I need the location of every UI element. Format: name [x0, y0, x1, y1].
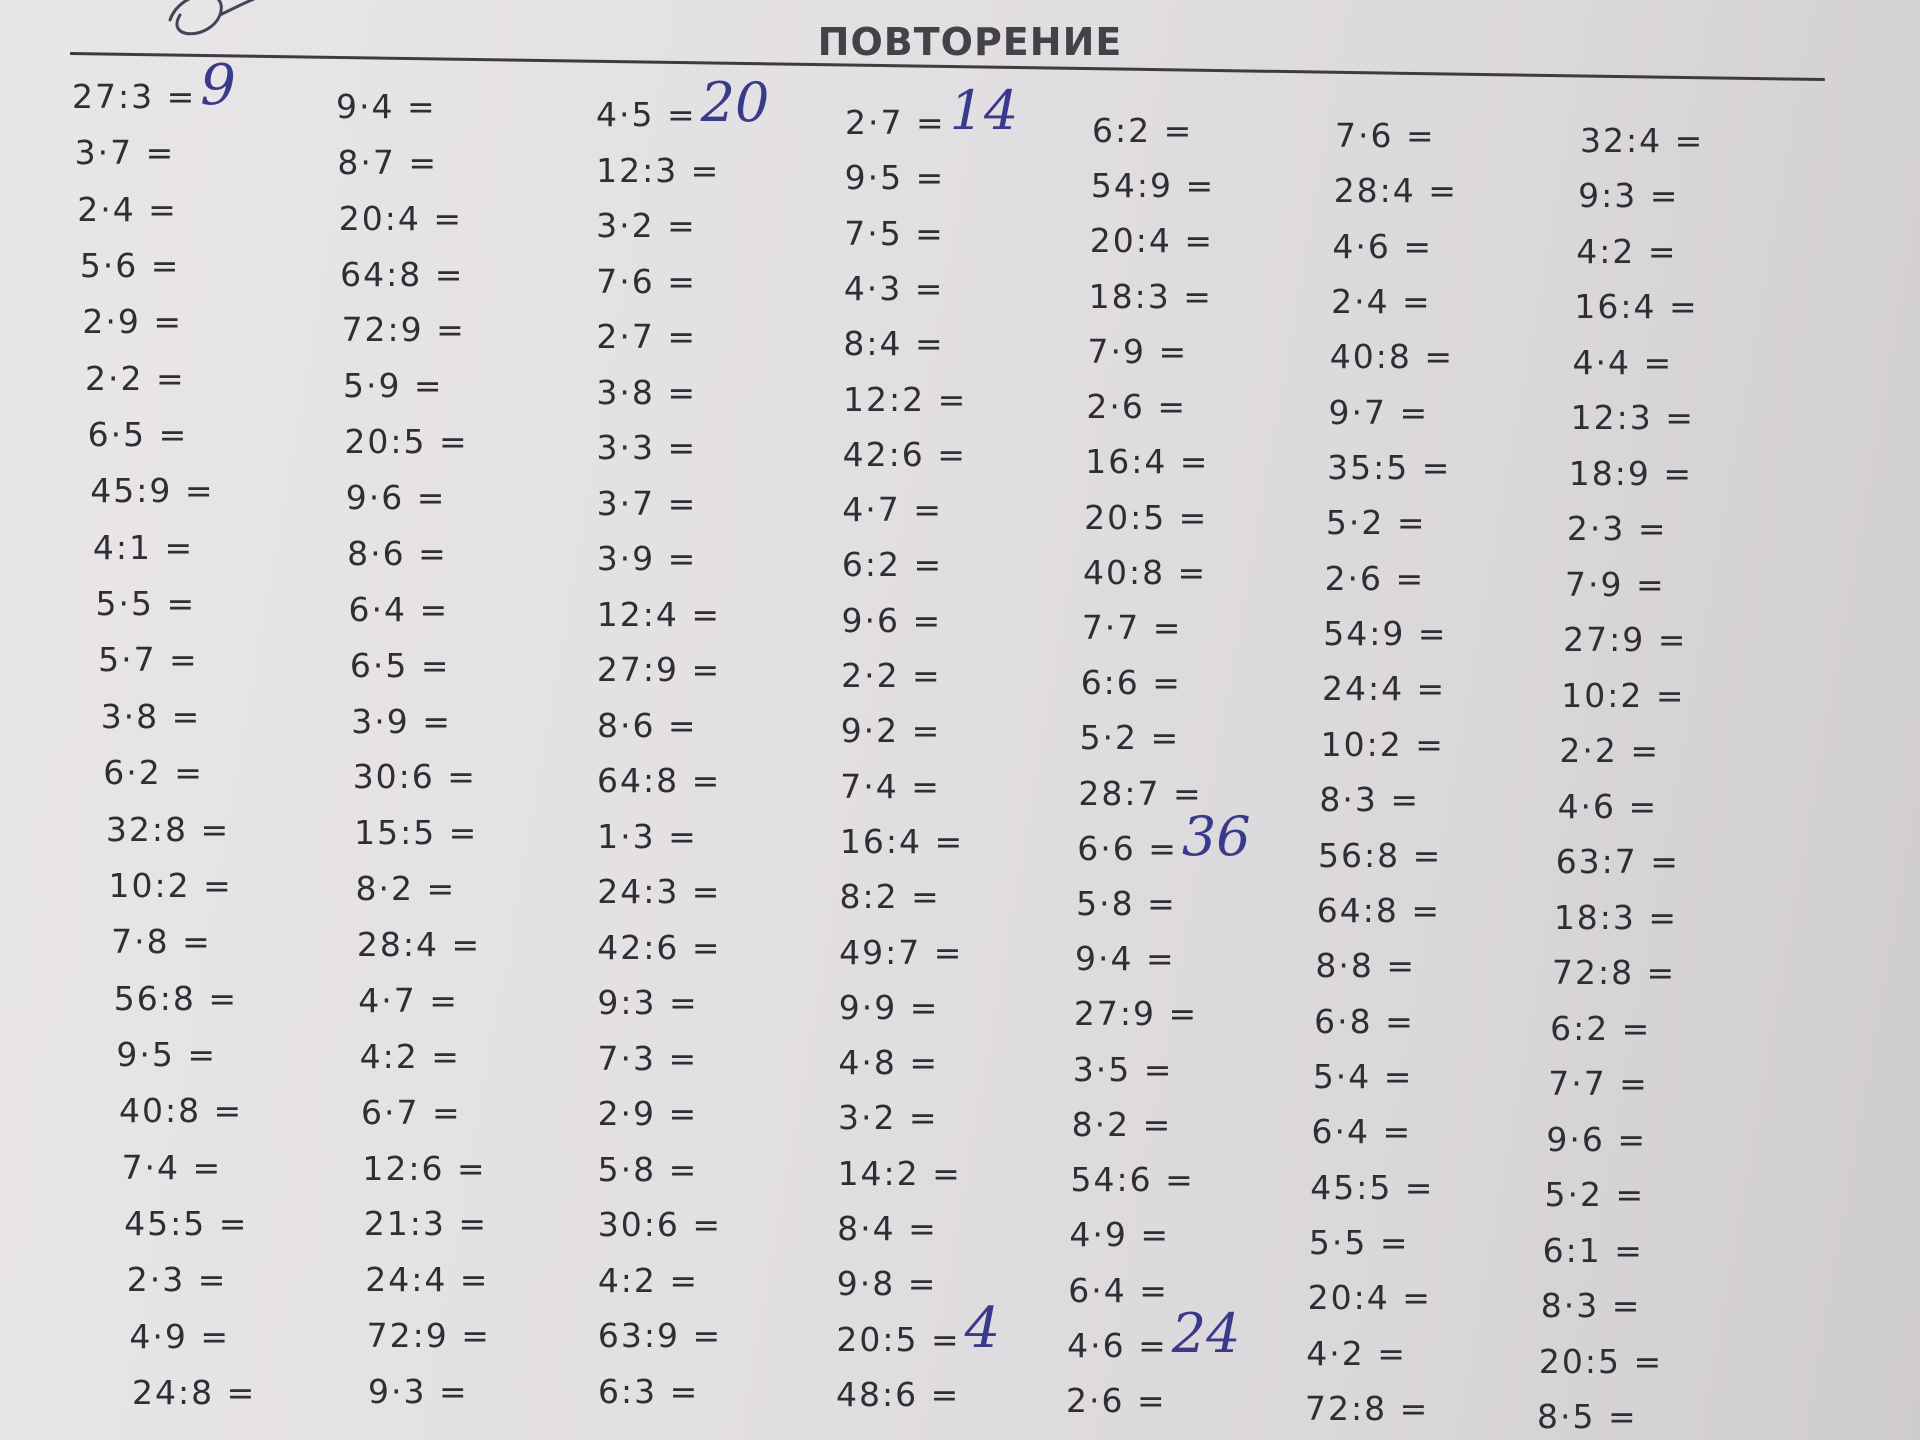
exercise-item: 2·6 = — [1324, 558, 1426, 598]
handwritten-answer: 14 — [949, 79, 1019, 142]
exercise-item: 49:7 = — [839, 932, 964, 972]
exercise-item: 5·5 = — [1308, 1222, 1410, 1262]
exercise-item: 7·5 = — [844, 213, 945, 253]
exercise-item: 56:8 = — [1318, 835, 1443, 875]
exercise-item: 4·3 = — [843, 268, 945, 308]
exercise-item: 6:2 = — [1550, 1008, 1652, 1048]
exercise-item: 10:2 = — [1320, 724, 1445, 764]
exercise-item: 54:6 = — [1070, 1160, 1195, 1200]
exercise-item: 28:4 = — [356, 925, 482, 965]
exercise-item: 3·8 = — [100, 696, 202, 736]
exercise-item: 5·2 = — [1325, 503, 1427, 543]
exercise-item: 12:6 = — [362, 1148, 487, 1188]
exercise-item: 6·6 = — [1077, 828, 1178, 868]
exercise-item: 6·4 = — [348, 589, 450, 629]
exercise-item: 3·9 = — [351, 701, 452, 741]
exercise-item: 4:2 = — [597, 1260, 700, 1300]
exercise-item: 12:4 = — [596, 594, 722, 634]
exercise-item: 2·3 = — [126, 1260, 228, 1300]
exercise-item: 9·3 = — [368, 1372, 469, 1411]
exercise-item: 72:9 = — [366, 1316, 491, 1356]
exercise-item: 4·6 = — [1557, 786, 1659, 826]
exercise-item: 3·5 = — [1072, 1049, 1174, 1089]
exercise-item: 9·7 = — [1328, 392, 1430, 432]
exercise-item: 4·9 = — [129, 1316, 231, 1356]
exercise-item: 8·2 = — [1071, 1104, 1173, 1144]
exercise-item: 32:8 = — [105, 809, 231, 849]
exercise-item: 18:3 = — [1088, 276, 1213, 316]
exercise-item: 3·9 = — [596, 539, 698, 579]
exercise-item: 4·2 = — [1306, 1333, 1407, 1373]
exercise-item: 5·2 = — [1079, 718, 1181, 758]
exercise-item: 8·8 = — [1315, 946, 1417, 986]
exercise-item: 10:2 = — [1561, 675, 1686, 715]
exercise-item: 7·4 = — [121, 1147, 223, 1187]
exercise-item: 15:5 = — [354, 813, 479, 853]
exercise-item: 7·6 = — [1335, 116, 1436, 155]
exercise-item: 4:2 = — [359, 1036, 461, 1076]
exercise-item: 6·4 = — [1068, 1270, 1169, 1310]
exercise-item: 40:8 = — [1329, 337, 1455, 377]
exercise-item: 1·3 = — [597, 816, 698, 856]
exercise-item: 8·6 = — [596, 705, 698, 745]
exercise-item: 2·6 = — [1086, 387, 1187, 427]
exercise-item: 2·6 = — [1066, 1381, 1167, 1420]
exercise-item: 8·7 = — [337, 142, 439, 182]
exercise-item: 28:4 = — [1333, 171, 1458, 211]
exercise-item: 24:4 = — [365, 1260, 490, 1300]
exercise-item: 5·2 = — [1544, 1175, 1646, 1215]
exercise-item: 20:5 = — [344, 422, 469, 462]
exercise-item: 56:8 = — [113, 978, 238, 1018]
exercise-item: 6·8 = — [1314, 1001, 1415, 1041]
exercise-item: 64:8 = — [340, 254, 465, 294]
exercise-item: 9·9 = — [838, 987, 940, 1027]
exercise-item: 2·4 = — [77, 189, 178, 229]
exercise-item: 24:3 = — [597, 872, 722, 912]
exercise-item: 63:7 = — [1555, 842, 1680, 882]
exercise-item: 6:6 = — [1080, 663, 1182, 703]
exercise-item: 18:9 = — [1568, 453, 1694, 493]
exercise-item: 28:7 = — [1078, 773, 1203, 813]
exercise-item: 8:4 = — [843, 324, 945, 364]
exercise-item: 16:4 = — [1574, 287, 1699, 327]
exercise-item: 45:5 = — [1310, 1167, 1435, 1207]
exercise-item: 6:2 = — [1092, 111, 1194, 150]
exercise-item: 7·7 = — [1081, 607, 1183, 647]
exercise-item: 24:4 = — [1321, 669, 1447, 709]
exercise-item: 9·4 = — [336, 87, 437, 126]
exercise-item: 5·4 = — [1312, 1056, 1414, 1096]
exercise-item: 6:1 = — [1542, 1230, 1644, 1270]
exercise-item: 5·8 = — [1076, 884, 1177, 924]
exercise-item: 4·6 = — [1067, 1325, 1168, 1365]
exercise-item: 20:4 = — [338, 198, 464, 238]
exercise-item: 6·7 = — [361, 1092, 462, 1132]
exercise-item: 5·8 = — [597, 1149, 699, 1189]
exercise-item: 54:9 = — [1323, 614, 1448, 654]
exercise-item: 4·7 = — [358, 980, 459, 1020]
exercise-item: 3·2 = — [837, 1098, 939, 1138]
exercise-item: 9·6 = — [841, 600, 943, 640]
exercise-item: 7·9 = — [1087, 331, 1189, 371]
exercise-item: 9·4 = — [1075, 939, 1176, 979]
exercise-item: 6·4 = — [1311, 1112, 1413, 1152]
exercise-item: 48:6 = — [836, 1375, 961, 1414]
exercise-item: 4·9 = — [1069, 1215, 1171, 1255]
exercise-item: 2·2 = — [85, 358, 186, 398]
exercise-item: 40:8 = — [1082, 552, 1208, 592]
exercise-item: 2·9 = — [82, 302, 184, 342]
exercise-item: 8·2 = — [355, 869, 457, 909]
exercise-item: 3·2 = — [596, 206, 697, 246]
exercise-item: 7·9 = — [1565, 564, 1666, 604]
exercise-item: 4·6 = — [1332, 226, 1434, 266]
exercise-item: 30:6 = — [352, 757, 477, 797]
exercise-item: 3·8 = — [596, 372, 698, 412]
exercise-item: 2·7 = — [596, 317, 697, 357]
exercise-item: 14:2 = — [837, 1153, 962, 1193]
exercise-item: 64:8 = — [1316, 890, 1441, 930]
exercise-item: 9·8 = — [836, 1264, 938, 1304]
exercise-item: 2·7 = — [845, 103, 946, 142]
exercise-item: 30:6 = — [597, 1205, 722, 1245]
exercise-item: 6·5 = — [87, 415, 189, 455]
exercise-item: 8·4 = — [837, 1209, 938, 1249]
exercise-item: 27:9 = — [1563, 620, 1688, 660]
exercise-item: 40:8 = — [118, 1091, 244, 1131]
exercise-item: 12:2 = — [843, 379, 968, 419]
exercise-item: 9·6 = — [345, 478, 447, 518]
exercise-item: 6·5 = — [349, 645, 451, 685]
exercise-item: 7·7 = — [1548, 1064, 1649, 1104]
exercise-item: 63:9 = — [597, 1316, 723, 1356]
exercise-item: 3·7 = — [74, 133, 176, 173]
exercise-item: 9·6 = — [1546, 1119, 1647, 1159]
exercise-item: 4·5 = — [596, 95, 697, 134]
exercise-item: 2·4 = — [1331, 282, 1432, 322]
exercise-item: 7·4 = — [840, 766, 941, 806]
exercise-item: 27:3 = — [72, 77, 197, 116]
exercise-item: 2·2 = — [1559, 731, 1661, 771]
exercise-item: 21:3 = — [363, 1204, 489, 1244]
exercise-item: 6:2 = — [841, 545, 944, 585]
exercise-item: 45:5 = — [124, 1203, 249, 1243]
exercise-item: 9:3 = — [597, 983, 699, 1023]
handwritten-answer: 24 — [1171, 1301, 1241, 1365]
exercise-item: 24:8 = — [132, 1373, 257, 1412]
exercise-item: 5·9 = — [342, 366, 444, 406]
handwritten-answer: 4 — [964, 1295, 1001, 1361]
handwritten-answer: 20 — [700, 71, 770, 134]
exercise-item: 4·4 = — [1572, 342, 1674, 382]
exercise-item: 7·3 = — [597, 1038, 699, 1078]
exercise-item: 9·5 = — [844, 158, 946, 198]
exercise-item: 8·6 = — [347, 533, 448, 573]
page-title: ПОВТОРЕНИЕ — [817, 20, 1123, 64]
exercise-item: 3·3 = — [596, 428, 698, 468]
exercise-item: 5·7 = — [98, 640, 199, 680]
exercise-item: 20:4 = — [1307, 1278, 1432, 1318]
exercise-item: 6:3 = — [598, 1372, 700, 1411]
exercise-item: 27:9 = — [1073, 994, 1199, 1034]
exercise-item: 8:2 = — [839, 877, 941, 917]
exercise-item: 3·7 = — [596, 483, 698, 523]
exercise-item: 72:8 = — [1305, 1389, 1430, 1428]
exercise-item: 64:8 = — [597, 761, 722, 801]
handwritten-answer: 36 — [1181, 804, 1251, 868]
exercise-item: 42:6 = — [597, 927, 722, 967]
exercise-item: 8·3 = — [1540, 1286, 1642, 1326]
exercise-item: 4:2 = — [1576, 231, 1678, 271]
handwritten-answer: 9 — [200, 53, 236, 118]
exercise-item: 4:1 = — [92, 527, 195, 567]
exercise-item: 20:4 = — [1089, 221, 1214, 261]
exercise-item: 32:4 = — [1580, 121, 1705, 160]
exercise-item: 42:6 = — [842, 434, 967, 474]
exercise-item: 6·2 = — [103, 753, 204, 793]
exercise-item: 72:9 = — [341, 310, 466, 350]
exercise-item: 20:5 = — [1538, 1341, 1664, 1381]
exercise-item: 18:3 = — [1553, 897, 1679, 937]
exercise-item: 72:8 = — [1551, 953, 1677, 993]
exercise-item: 5·6 = — [79, 246, 181, 286]
exercise-item: 2·2 = — [841, 656, 942, 696]
exercise-item: 5·5 = — [95, 584, 197, 624]
exercise-item: 4·7 = — [842, 490, 943, 530]
exercise-item: 4·8 = — [838, 1043, 939, 1083]
exercise-item: 20:5 = — [1084, 497, 1209, 537]
exercise-item: 8·5 = — [1537, 1397, 1638, 1436]
exercise-item: 9:3 = — [1578, 176, 1680, 216]
exercise-item: 35:5 = — [1327, 448, 1452, 488]
exercise-item: 16:4 = — [1085, 442, 1210, 482]
exercise-item: 10:2 = — [108, 865, 233, 905]
exercise-item: 12:3 = — [1570, 398, 1695, 438]
exercise-item: 9·5 = — [116, 1034, 217, 1074]
exercise-item: 16:4 = — [839, 821, 965, 861]
exercise-item: 20:5 = — [836, 1319, 961, 1359]
exercise-item: 2·9 = — [597, 1094, 699, 1134]
exercise-item: 8·3 = — [1319, 780, 1420, 820]
exercise-item: 2·3 = — [1566, 509, 1668, 549]
exercise-item: 54:9 = — [1090, 166, 1216, 206]
exercise-item: 7·8 = — [111, 922, 212, 962]
exercise-item: 9·2 = — [840, 711, 942, 751]
exercise-item: 27:9 = — [596, 650, 722, 690]
exercise-item: 12:3 = — [596, 150, 721, 190]
exercise-item: 7·6 = — [596, 261, 697, 301]
exercise-item: 45:9 = — [90, 471, 215, 511]
